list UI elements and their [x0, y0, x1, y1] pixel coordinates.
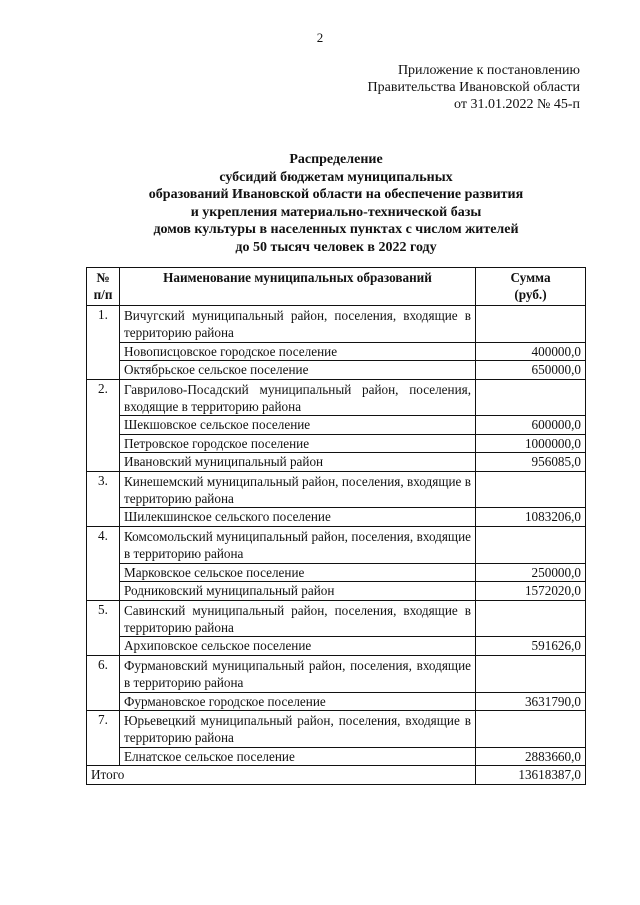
row-number: 7.: [87, 710, 120, 765]
item-name: Петровское городское поселение: [120, 434, 476, 452]
table-row: [87, 637, 586, 655]
title-line: и укрепления материально-технической базы: [190, 204, 482, 220]
document-title: [0, 151, 640, 256]
header-sum: Сумма (руб.): [476, 268, 586, 306]
table-row-group: [87, 471, 586, 508]
total-sum: 13618387,0: [476, 766, 586, 784]
item-name: Новописцовское городское поселение: [120, 342, 476, 360]
item-sum: 3631790,0: [476, 692, 586, 710]
group-sum: [476, 306, 586, 343]
table-row: [87, 692, 586, 710]
table-row-group: [87, 600, 586, 637]
table-row: [87, 361, 586, 379]
appendix-line: от 31.01.2022 № 45-п: [454, 97, 580, 112]
table-row-group: [87, 306, 586, 343]
appendix-block: [368, 62, 580, 113]
item-sum: 250000,0: [476, 563, 586, 581]
title-line: домов культуры в населенных пунктах с числом жителей: [153, 222, 519, 237]
item-sum: 1572020,0: [476, 582, 586, 600]
table-row: [87, 342, 586, 360]
total-label: Итого: [87, 766, 476, 784]
group-name: Юрьевецкий муниципальный район, поселения, входящие в территорию района: [120, 710, 476, 747]
item-name: Елнатское сельское поселение: [120, 747, 476, 765]
item-sum: 591626,0: [476, 637, 586, 655]
table-row: [87, 434, 586, 452]
item-sum: 400000,0: [476, 342, 586, 360]
item-name: Архиповское сельское поселение: [120, 637, 476, 655]
group-sum: [476, 600, 586, 637]
header-num: № п/п: [87, 268, 120, 306]
group-name: Кинешемский муниципальный район, поселения, входящие в территорию района: [120, 471, 476, 508]
item-sum: 600000,0: [476, 416, 586, 434]
group-name: Фурмановский муниципальный район, поселения, входящие в территорию района: [120, 655, 476, 692]
row-number: 1.: [87, 306, 120, 380]
table-header-row: [87, 268, 586, 306]
item-sum: 1000000,0: [476, 434, 586, 452]
group-sum: [476, 471, 586, 508]
table-row-group: [87, 710, 586, 747]
group-name: Савинский муниципальный район, поселения, входящие в территорию района: [120, 600, 476, 637]
table-row: [87, 453, 586, 471]
item-name: Фурмановское городское поселение: [120, 692, 476, 710]
group-sum: [476, 710, 586, 747]
item-sum: 650000,0: [476, 361, 586, 379]
group-sum: [476, 526, 586, 563]
item-name: Октябрьское сельское поселение: [120, 361, 476, 379]
item-sum: 956085,0: [476, 453, 586, 471]
item-name: Шилекшинское сельского поселение: [120, 508, 476, 526]
title-line: до 50 тысяч человек в 2022 году: [235, 239, 437, 255]
table-row: [87, 747, 586, 765]
appendix-line: Правительства Ивановской области: [367, 80, 580, 95]
table-row: [87, 508, 586, 526]
table-row-group: [87, 379, 586, 416]
row-number: 6.: [87, 655, 120, 710]
table-row-group: [87, 526, 586, 563]
table-row: [87, 416, 586, 434]
group-name: Вичугский муниципальный район, поселения, входящие в территорию района: [120, 306, 476, 343]
title-line: субсидий бюджетам муниципальных: [219, 169, 453, 185]
header-name: Наименование муниципальных образований: [120, 268, 476, 306]
item-name: Ивановский муниципальный район: [120, 453, 476, 471]
row-number: 5.: [87, 600, 120, 655]
group-sum: [476, 379, 586, 416]
row-number: 2.: [87, 379, 120, 471]
item-name: Шекшовское сельское поселение: [120, 416, 476, 434]
table-row: [87, 563, 586, 581]
row-number: 3.: [87, 471, 120, 526]
appendix-line: Приложение к постановлению: [397, 63, 580, 78]
table-body: [87, 306, 586, 785]
title-line: образований Ивановской области на обеспечение развития: [148, 187, 524, 202]
item-sum: 1083206,0: [476, 508, 586, 526]
table-total-row: [87, 766, 586, 784]
item-sum: 2883660,0: [476, 747, 586, 765]
row-number: 4.: [87, 526, 120, 600]
table-row: [87, 582, 586, 600]
table-row-group: [87, 655, 586, 692]
item-name: Родниковский муниципальный район: [120, 582, 476, 600]
subsidy-table: [86, 267, 586, 785]
title-line: Распределение: [289, 152, 383, 167]
group-name: Гаврилово-Посадский муниципальный район, поселения, входящие в территорию района: [120, 379, 476, 416]
group-name: Комсомольский муниципальный район, поселения, входящие в территорию района: [120, 526, 476, 563]
group-sum: [476, 655, 586, 692]
page-number: 2: [316, 30, 324, 45]
item-name: Марковское сельское поселение: [120, 563, 476, 581]
